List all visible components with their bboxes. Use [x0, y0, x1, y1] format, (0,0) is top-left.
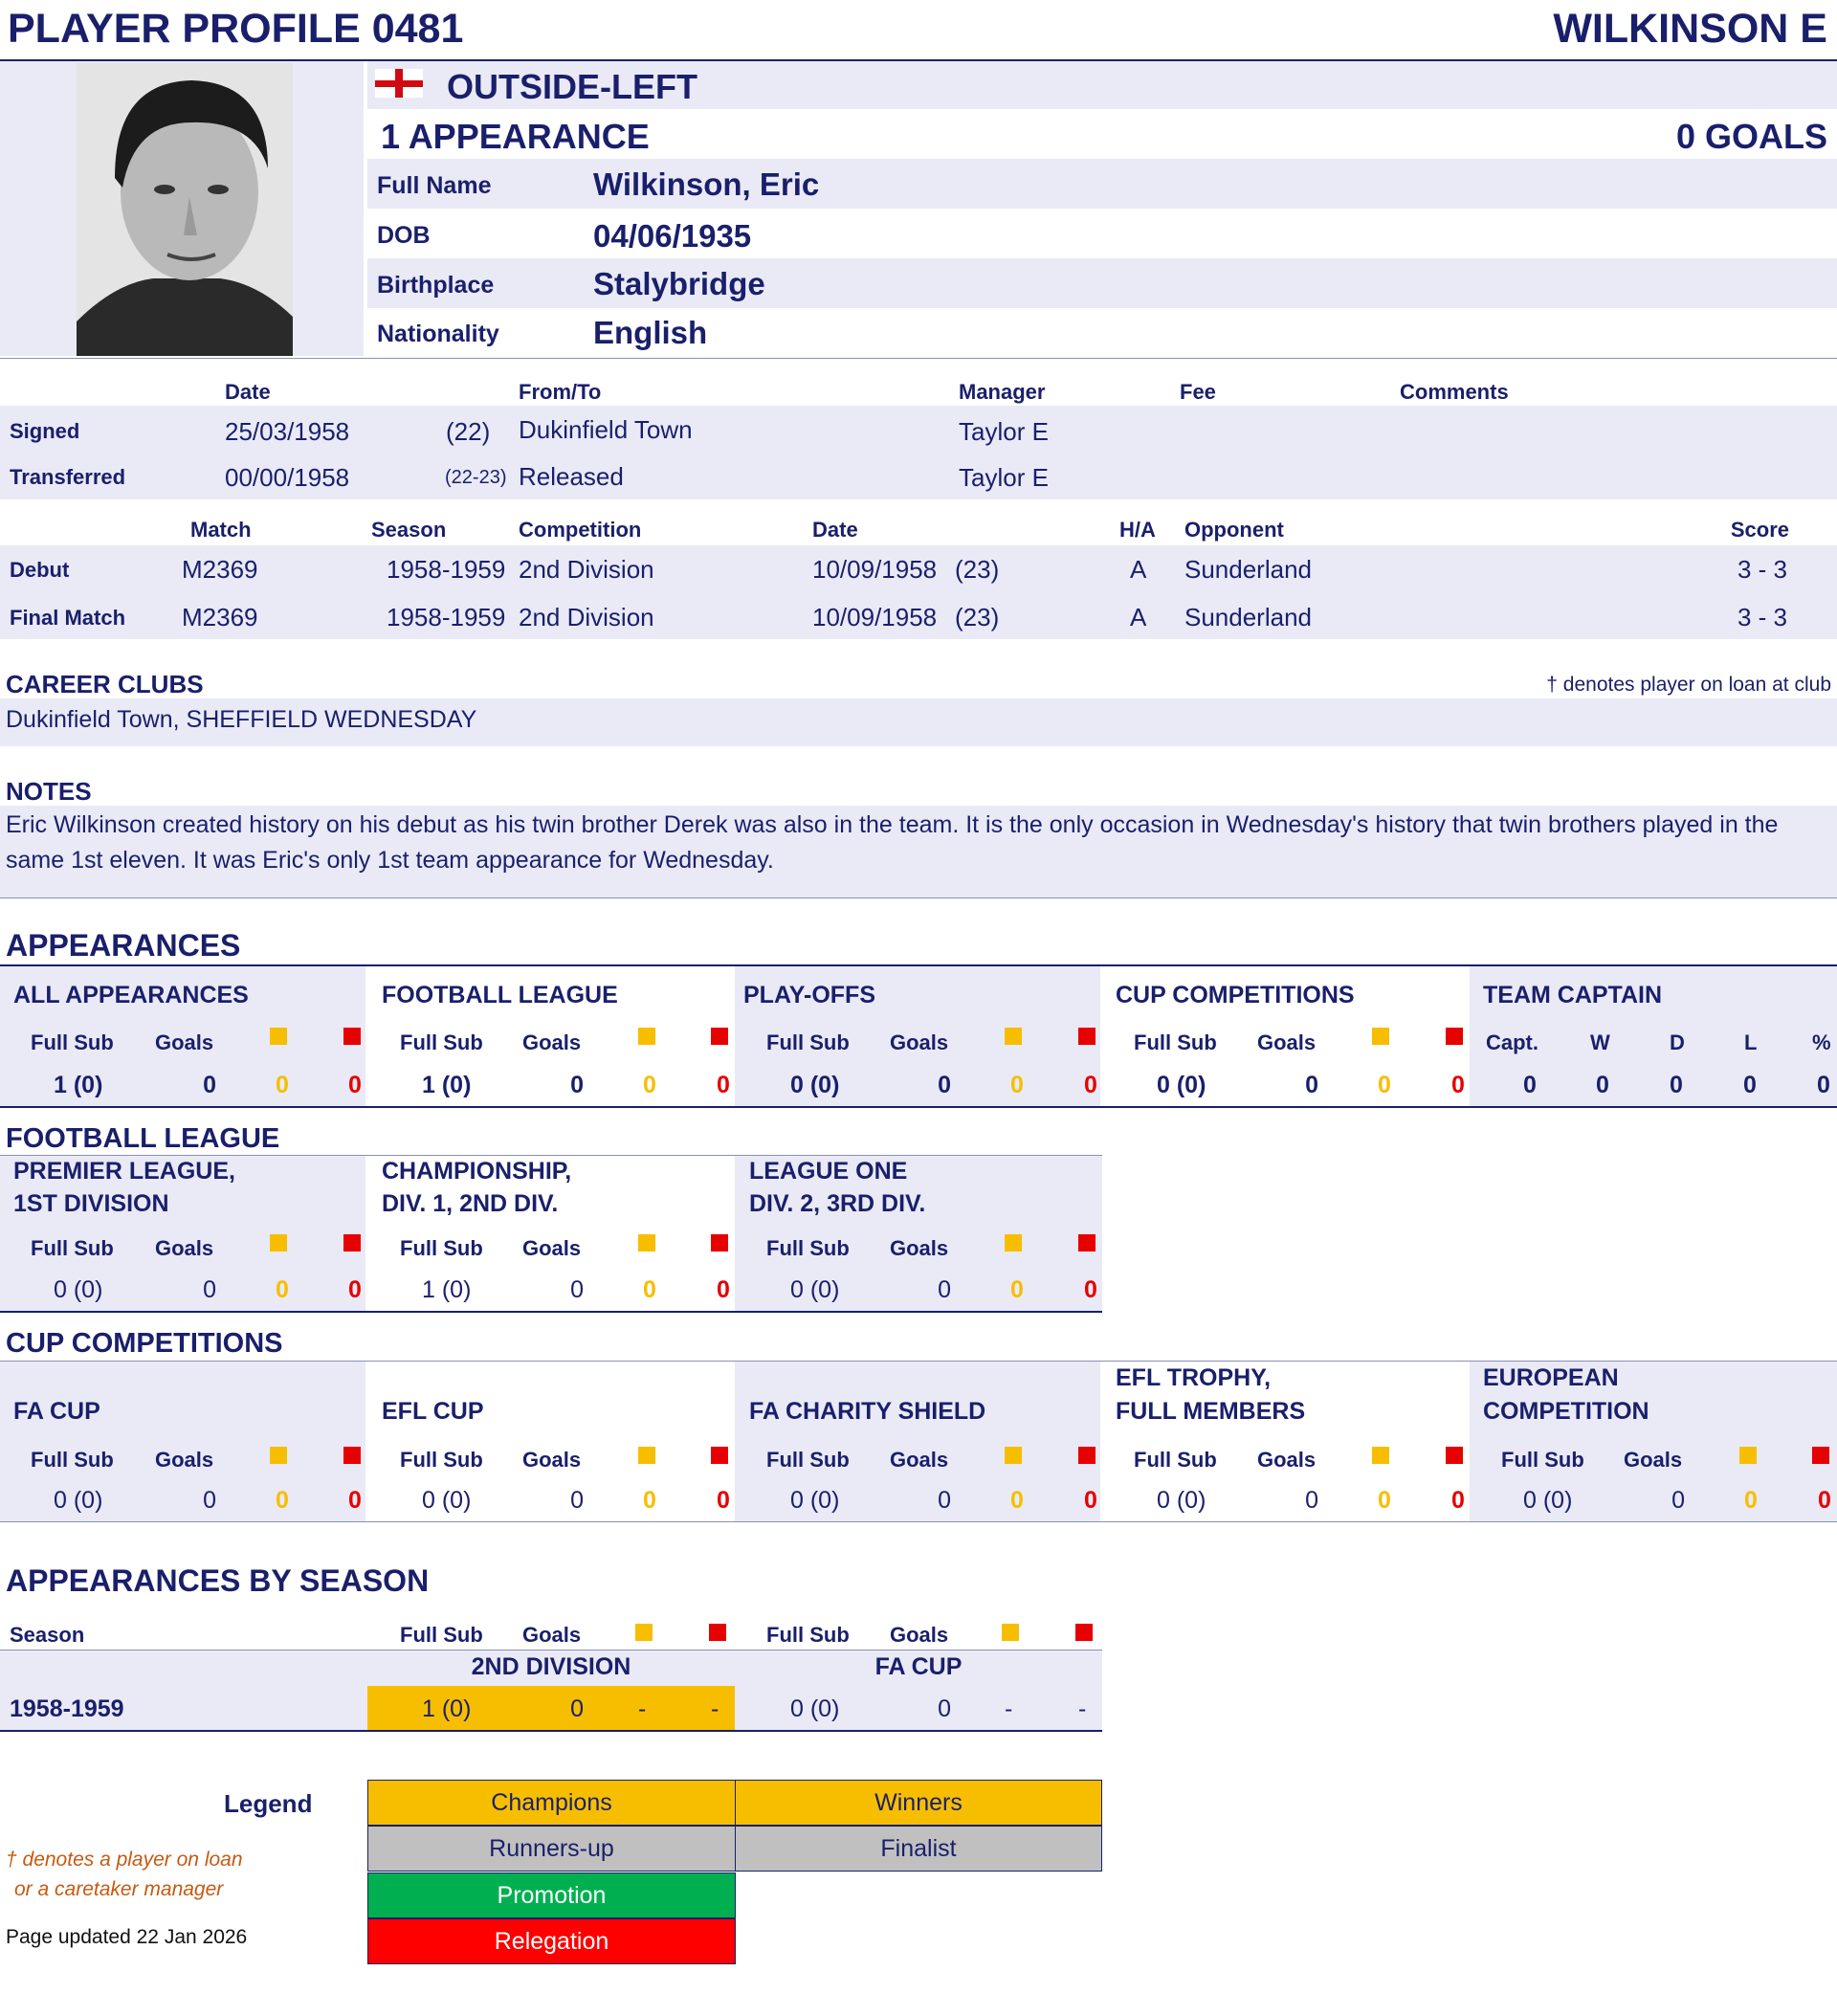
season-row-label: 1958-1959 [10, 1695, 124, 1722]
goals-total: 0 GOALS [1675, 117, 1827, 156]
value-goals: 0 [570, 1072, 584, 1098]
match-row-season: 1958-1959 [387, 555, 506, 584]
value-fullsub: 0 (0) [1157, 1487, 1206, 1514]
notes-line-1: Eric Wilkinson created history on his debut as his twin brother Derek was also in the team. It is the only occasion in Wednesday's history that twin brothers played in the [6, 811, 1779, 838]
value-fullsub: 0 (0) [1157, 1072, 1206, 1098]
red-card-icon [343, 1234, 361, 1252]
col-goals: Goals [522, 1236, 582, 1260]
red-card-icon [1446, 1447, 1463, 1464]
col-goals: Goals [1257, 1448, 1317, 1472]
transfer-row-club: Released [519, 462, 624, 491]
col-goals: Goals [155, 1030, 214, 1054]
yellow-card-icon [270, 1447, 287, 1464]
value-red: 0 [348, 1487, 362, 1514]
match-row-season: 1958-1959 [387, 603, 506, 631]
col-fullsub: Full Sub [400, 1623, 483, 1647]
cup-group-title-line2: FA CHARITY SHIELD [749, 1398, 986, 1425]
group-title: ALL APPEARANCES [13, 982, 249, 1008]
captain-label-pct: % [1812, 1030, 1831, 1054]
value-goals: 0 [570, 1276, 584, 1303]
red-card-icon [1078, 1234, 1096, 1252]
player-name: WILKINSON E [1553, 6, 1827, 52]
red-card-icon [711, 1447, 728, 1464]
match-row-age: (23) [955, 603, 1000, 631]
col-goals: Goals [155, 1236, 214, 1260]
col-goals: Goals [155, 1448, 214, 1472]
fullname-band [367, 159, 1837, 209]
col-fullsub: Full Sub [400, 1448, 483, 1472]
col-goals: Goals [522, 1623, 582, 1647]
field-value-birthplace: Stalybridge [593, 266, 765, 301]
red-card-icon [1078, 1447, 1096, 1464]
legend-title: Legend [224, 1789, 313, 1818]
value-goals: 0 [938, 1276, 951, 1303]
value-goals: 0 [570, 1487, 584, 1514]
fl-group-title-line1: PREMIER LEAGUE, [13, 1158, 235, 1185]
field-label-birthplace: Birthplace [377, 272, 495, 299]
yellow-card-icon [638, 1028, 655, 1045]
season-bottom-rule [0, 1730, 1102, 1732]
value-red: 0 [1084, 1487, 1097, 1514]
yellow-card-icon [1372, 1028, 1389, 1045]
value-fullsub: 0 (0) [422, 1487, 472, 1514]
col-fullsub: Full Sub [31, 1030, 114, 1054]
red-card-icon [1812, 1447, 1829, 1464]
transfer-row-age: (22-23) [445, 467, 507, 488]
yellow-card-icon [635, 1624, 653, 1641]
value-yellow: 0 [1378, 1487, 1391, 1514]
value-fullsub: 0 (0) [1523, 1487, 1573, 1514]
season-cup-goals: 0 [938, 1695, 951, 1722]
fl-group-title-line2: 1ST DIVISION [13, 1190, 169, 1217]
season-cup-red: - [1078, 1695, 1087, 1722]
yellow-card-icon [1739, 1447, 1757, 1464]
value-goals: 0 [938, 1487, 951, 1514]
field-value-fullname: Wilkinson, Eric [593, 166, 820, 202]
col-fullsub: Full Sub [766, 1030, 850, 1054]
match-row-score: 3 - 3 [1737, 555, 1787, 584]
cup-group-title-line2: FULL MEMBERS [1116, 1398, 1306, 1425]
transfer-header-manager: Manager [959, 380, 1046, 404]
captain-title: TEAM CAPTAIN [1483, 982, 1663, 1008]
value-goals: 0 [1671, 1487, 1685, 1514]
value-fullsub: 1 (0) [422, 1276, 472, 1303]
match-row-label: Final Match [10, 606, 126, 630]
col-fullsub: Full Sub [1134, 1030, 1217, 1054]
value-yellow: 0 [276, 1276, 289, 1303]
col-goals: Goals [522, 1030, 582, 1054]
career-clubs: Dukinfield Town, SHEFFIELD WEDNESDAY [6, 706, 477, 733]
value-goals: 0 [203, 1487, 216, 1514]
value-goals: 0 [203, 1276, 216, 1303]
value-goals: 0 [1305, 1072, 1318, 1098]
col-goals: Goals [1257, 1030, 1317, 1054]
col-fullsub: Full Sub [31, 1236, 114, 1260]
value-yellow: 0 [1378, 1072, 1391, 1098]
page-updated: Page updated 22 Jan 2026 [6, 1926, 248, 1948]
value-yellow: 0 [276, 1072, 289, 1098]
value-yellow: 0 [643, 1487, 656, 1514]
profile-divider [0, 358, 1837, 359]
match-header-ha: H/A [1119, 518, 1156, 542]
col-fullsub: Full Sub [766, 1448, 850, 1472]
value-red: 0 [1451, 1487, 1465, 1514]
col-fullsub: Full Sub [766, 1623, 850, 1647]
col-fullsub: Full Sub [400, 1030, 483, 1054]
captain-label-w: W [1590, 1030, 1610, 1054]
fl-group-title-line1: LEAGUE ONE [749, 1158, 908, 1185]
value-goals: 0 [1305, 1487, 1318, 1514]
match-row-age: (23) [955, 555, 1000, 584]
legend-runners-up: Runners-up [367, 1826, 736, 1872]
legend-finalist: Finalist [735, 1826, 1102, 1872]
transfer-row-age: (22) [446, 417, 491, 446]
yellow-card-icon [270, 1028, 287, 1045]
transfer-row-date: 00/00/1958 [225, 463, 350, 492]
transfer-row-label: Signed [10, 419, 80, 443]
season-cup-title: FA CUP [874, 1653, 963, 1680]
career-heading: CAREER CLUBS [6, 670, 204, 698]
legend-promotion: Promotion [367, 1872, 736, 1918]
captain-label-capt: Capt. [1486, 1030, 1538, 1054]
match-header-score: Score [1730, 518, 1789, 542]
loan-note: † denotes player on loan at club [1546, 674, 1831, 696]
match-header-competition: Competition [519, 518, 642, 542]
captain-value-pct: 0 [1817, 1072, 1830, 1098]
value-red: 0 [717, 1487, 730, 1514]
cup-group-title-line1: EUROPEAN [1483, 1364, 1619, 1391]
yellow-card-icon [638, 1447, 655, 1464]
value-yellow: 0 [276, 1487, 289, 1514]
match-row-competition: 2nd Division [519, 603, 654, 631]
transfer-header-date: Date [225, 380, 271, 404]
value-yellow: 0 [643, 1276, 656, 1303]
col-goals: Goals [522, 1448, 582, 1472]
season-league-goals: 0 [570, 1695, 584, 1722]
red-card-icon [1078, 1028, 1096, 1045]
captain-label-l: L [1744, 1030, 1758, 1054]
season-column-label: Season [10, 1623, 85, 1647]
legend-champions: Champions [367, 1780, 736, 1826]
birthplace-band [367, 258, 1837, 308]
field-value-dob: 04/06/1935 [593, 218, 752, 254]
transfer-header-fee: Fee [1180, 380, 1216, 404]
value-fullsub: 0 (0) [54, 1276, 103, 1303]
value-goals: 0 [203, 1072, 216, 1098]
match-row-ha: A [1130, 555, 1147, 584]
transfer-row-label: Transferred [10, 465, 126, 489]
season-league-title: 2ND DIVISION [471, 1653, 631, 1680]
captain-value-capt: 0 [1523, 1072, 1537, 1098]
captain-label-d: D [1670, 1030, 1685, 1054]
red-card-icon [1446, 1028, 1463, 1045]
player-photo [77, 63, 293, 356]
appearances-bottom-rule [0, 1106, 1837, 1108]
value-yellow: 0 [643, 1072, 656, 1098]
legend-note-line-1: † denotes a player on loan [6, 1849, 243, 1871]
field-label-dob: DOB [377, 222, 431, 249]
match-row-date: 10/09/1958 [812, 603, 938, 631]
match-header-opponent: Opponent [1184, 518, 1284, 542]
by-season-heading: APPEARANCES BY SEASON [6, 1563, 430, 1598]
group-title: CUP COMPETITIONS [1116, 982, 1355, 1008]
value-fullsub: 0 (0) [790, 1072, 840, 1098]
appearance-total: 1 APPEARANCE [381, 117, 650, 156]
value-red: 0 [1084, 1072, 1097, 1098]
cup-group-title-line2: EFL CUP [382, 1398, 484, 1425]
season-cup-yellow: - [1005, 1695, 1013, 1722]
legend-relegation: Relegation [367, 1918, 736, 1964]
season-league-fullsub: 1 (0) [422, 1695, 472, 1722]
yellow-card-icon [1002, 1624, 1019, 1641]
season-league-red: - [711, 1695, 719, 1722]
value-fullsub: 0 (0) [790, 1276, 840, 1303]
value-red: 0 [1451, 1072, 1465, 1098]
yellow-card-icon [1005, 1234, 1022, 1252]
value-red: 0 [717, 1072, 730, 1098]
yellow-card-icon [1372, 1447, 1389, 1464]
red-card-icon [343, 1028, 361, 1045]
value-yellow: 0 [1010, 1487, 1024, 1514]
fl-group-title-line2: DIV. 1, 2ND DIV. [382, 1190, 559, 1217]
transfer-row-manager: Taylor E [959, 417, 1049, 446]
red-card-icon [709, 1624, 726, 1641]
value-red: 0 [348, 1276, 362, 1303]
fl-group-title-line1: CHAMPIONSHIP, [382, 1158, 572, 1185]
transfer-header-comments: Comments [1400, 380, 1509, 404]
value-red: 0 [1818, 1487, 1831, 1514]
player-position: OUTSIDE-LEFT [447, 67, 697, 106]
col-fullsub: Full Sub [400, 1236, 483, 1260]
yellow-card-icon [1005, 1028, 1022, 1045]
value-red: 0 [717, 1276, 730, 1303]
value-red: 0 [1084, 1276, 1097, 1303]
yellow-card-icon [638, 1234, 655, 1252]
value-goals: 0 [938, 1072, 951, 1098]
captain-value-l: 0 [1743, 1072, 1757, 1098]
col-goals: Goals [890, 1448, 949, 1472]
value-yellow: 0 [1010, 1072, 1024, 1098]
value-fullsub: 1 (0) [422, 1072, 472, 1098]
col-goals: Goals [1624, 1448, 1683, 1472]
notes-heading: NOTES [6, 777, 92, 806]
captain-value-w: 0 [1596, 1072, 1609, 1098]
yellow-card-icon [270, 1234, 287, 1252]
notes-divider [0, 897, 1837, 898]
match-row-score: 3 - 3 [1737, 603, 1787, 631]
group-title: PLAY-OFFS [743, 982, 875, 1008]
fl-bottom-rule [0, 1311, 1102, 1313]
red-card-icon [1075, 1624, 1093, 1641]
match-header-match: Match [190, 518, 252, 542]
field-value-nationality: English [593, 315, 708, 350]
page-title: PLAYER PROFILE 0481 [8, 6, 464, 52]
player-photo-portrait-icon [77, 63, 293, 356]
value-fullsub: 0 (0) [54, 1487, 103, 1514]
match-row-id: M2369 [182, 555, 258, 584]
value-fullsub: 0 (0) [790, 1487, 840, 1514]
match-row-ha: A [1130, 603, 1147, 631]
cup-group-title-line1: EFL TROPHY, [1116, 1364, 1272, 1391]
transfer-header-fromto: From/To [519, 380, 602, 404]
cup-group-title-line2: COMPETITION [1483, 1398, 1649, 1425]
yellow-card-icon [1005, 1447, 1022, 1464]
legend-winners: Winners [735, 1780, 1102, 1826]
appearances-heading: APPEARANCES [6, 928, 241, 963]
match-row-label: Debut [10, 558, 70, 582]
match-row-date: 10/09/1958 [812, 555, 938, 584]
match-row-id: M2369 [182, 603, 258, 631]
season-league-yellow: - [638, 1695, 647, 1722]
transfer-row-date: 25/03/1958 [225, 417, 350, 446]
value-yellow: 0 [1010, 1276, 1024, 1303]
value-fullsub: 1 (0) [54, 1072, 103, 1098]
match-row-competition: 2nd Division [519, 555, 654, 584]
field-label-fullname: Full Name [377, 172, 492, 199]
match-header-season: Season [371, 518, 447, 542]
cup-group-title-line2: FA CUP [13, 1398, 100, 1425]
transfer-row-club: Dukinfield Town [519, 415, 693, 444]
england-flag-icon [375, 69, 423, 98]
fl-group-title-line2: DIV. 2, 3RD DIV. [749, 1190, 926, 1217]
match-row-opponent: Sunderland [1184, 555, 1312, 584]
red-card-icon [711, 1234, 728, 1252]
col-fullsub: Full Sub [766, 1236, 850, 1260]
legend-note-line-2: or a caretaker manager [14, 1878, 224, 1900]
match-header-date: Date [812, 518, 858, 542]
value-red: 0 [348, 1072, 362, 1098]
football-league-heading: FOOTBALL LEAGUE [6, 1123, 280, 1154]
transfer-row-manager: Taylor E [959, 463, 1049, 492]
col-goals: Goals [890, 1623, 949, 1647]
cup-competitions-heading: CUP COMPETITIONS [6, 1328, 283, 1359]
col-fullsub: Full Sub [1134, 1448, 1217, 1472]
red-card-icon [711, 1028, 728, 1045]
notes-line-2: same 1st eleven. It was Eric's only 1st team appearance for Wednesday. [6, 847, 774, 874]
cup-bottom-rule [0, 1521, 1837, 1522]
value-yellow: 0 [1744, 1487, 1758, 1514]
group-title: FOOTBALL LEAGUE [382, 982, 618, 1008]
col-fullsub: Full Sub [1501, 1448, 1584, 1472]
red-card-icon [343, 1447, 361, 1464]
field-label-nationality: Nationality [377, 321, 499, 347]
col-goals: Goals [890, 1030, 949, 1054]
col-goals: Goals [890, 1236, 949, 1260]
col-fullsub: Full Sub [31, 1448, 114, 1472]
season-cup-fullsub: 0 (0) [790, 1695, 840, 1722]
match-row-opponent: Sunderland [1184, 603, 1312, 631]
captain-value-d: 0 [1670, 1072, 1683, 1098]
